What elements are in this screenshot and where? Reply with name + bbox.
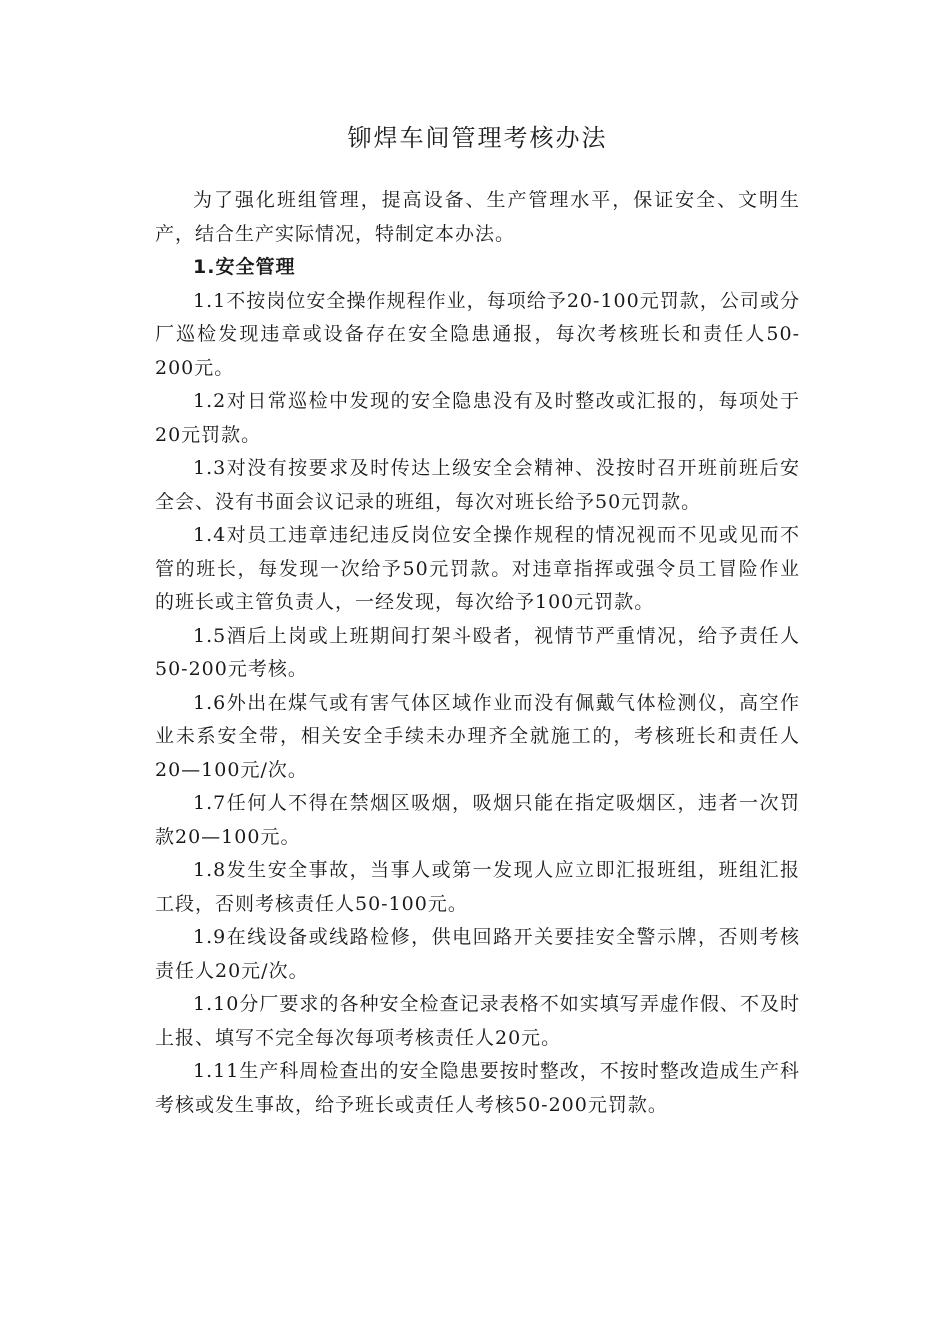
rule-item: 1.6外出在煤气或有害气体区域作业而没有佩戴气体检测仪，高空作业未系安全带，相关安全手续未办理齐全就施工的，考核班长和责任人20—100元/次。 xyxy=(155,691,800,781)
intro-paragraph: 为了强化班组管理，提高设备、生产管理水平，保证安全、文明生产，结合生产实际情况，特制定本办法。 xyxy=(155,189,800,245)
rule-item: 1.9在线设备或线路检修，供电回路开关要挂安全警示牌，否则考核责任人20元/次。 xyxy=(155,926,800,982)
rule-item: 1.10分厂要求的各种安全检查记录表格不如实填写弄虚作假、不及时上报、填写不完全每次每项考核责任人20元。 xyxy=(155,993,800,1049)
rule-item: 1.4对员工违章违纪违反岗位安全操作规程的情况视而不见或见而不管的班长，每发现一次给予50元罚款。对违章指挥或强令员工冒险作业的班长或主管负责人，一经发现，每次给予100元罚款。 xyxy=(155,524,800,613)
section-heading-safety: 1.安全管理 xyxy=(193,256,296,278)
rule-item: 1.8发生安全事故，当事人或第一发现人应立即汇报班组，班组汇报工段，否则考核责任人50-100元。 xyxy=(155,859,800,915)
document-page xyxy=(155,118,800,1122)
document-title: 铆焊车间管理考核办法 xyxy=(347,124,608,152)
rule-item: 1.2对日常巡检中发现的安全隐患没有及时整改或汇报的，每项处于20元罚款。 xyxy=(155,390,800,446)
rule-item: 1.1不按岗位安全操作规程作业，每项给予20-100元罚款，公司或分厂巡检发现违章或设备存在安全隐患通报，每次考核班长和责任人50-200元。 xyxy=(155,289,800,379)
rule-item: 1.5酒后上岗或上班期间打架斗殴者，视情节严重情况，给予责任人50-200元考核。 xyxy=(155,624,800,680)
rule-item: 1.7任何人不得在禁烟区吸烟，吸烟只能在指定吸烟区，违者一次罚款20—100元。 xyxy=(155,792,800,848)
rule-item: 1.11生产科周检查出的安全隐患要按时整改，不按时整改造成生产科考核或发生事故，给予班长或责任人考核50-200元罚款。 xyxy=(155,1060,800,1116)
rule-item: 1.3对没有按要求及时传达上级安全会精神、没按时召开班前班后安全会、没有书面会议记录的班组，每次对班长给予50元罚款。 xyxy=(155,457,800,513)
